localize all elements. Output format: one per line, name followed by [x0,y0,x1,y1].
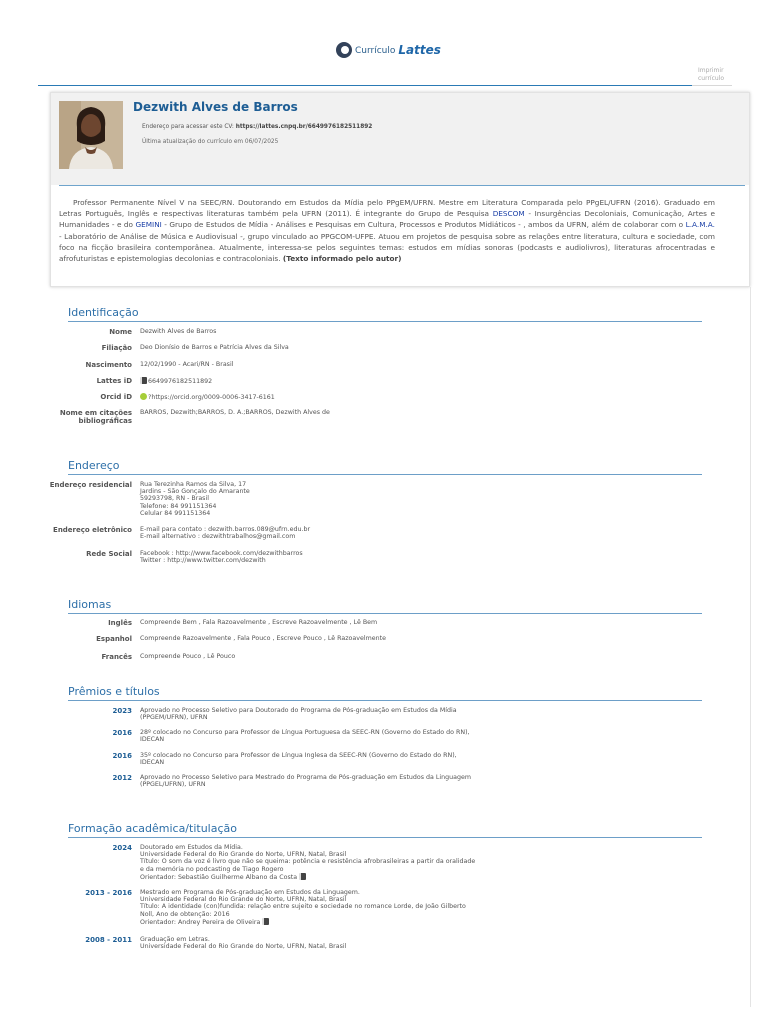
section-formacao [68,822,702,962]
page-header [0,0,768,86]
cv-url-link[interactable]: https://lattes.cnpq.br/6649976182511892 [235,124,373,130]
education-line: Doutorado em Estudos da Mídia. [140,844,243,851]
advisor-lattes-icon[interactable] [262,918,269,925]
descom-link[interactable]: DESCOM [492,209,525,219]
profile-photo [59,101,123,169]
address-line: Jardins - São Gonçalo do Amarante [140,488,250,496]
field-label: Endereço residencial [49,481,132,489]
education-line: Orientador: Andrey Pereira de Oliveira [140,918,520,926]
content-border [750,287,751,1007]
education-details [140,844,520,881]
section-endereco [49,459,702,579]
cv-summary [59,197,715,264]
field-label: Lattes iD [96,377,132,385]
orcid-icon [140,393,147,400]
field-label: Filiação [101,344,132,352]
section-idiomas [68,598,702,668]
education-period: 2008 - 2011 [85,936,132,944]
summary-text: - Grupo de Estudos de Mídia - Análises e Pesquisas em Cultura, Processos e Produtos Midiáticos - , ambos da UFRN, além de colaborar com o [161,220,686,230]
language-name: Francês [101,653,132,661]
award-text: Aprovado no Processo Seletivo para Doutorado do Programa de Pós-graduação em Estudos da Mídia (PPGEM/UFRN), UFRN [140,707,457,722]
cv-name: Dezwith Alves de Barros [133,100,298,114]
lattes-logo-icon [336,42,352,58]
field-value: BARROS, Dezwith;BARROS, D. A.;BARROS, Dezwith Alves de [140,409,330,416]
cv-url-line [142,124,372,130]
field-value [140,481,480,517]
profile-card [50,92,750,287]
summary-text: - Insurgências Decoloniais, Comunicação, Artes e Humanidades - e do [59,209,716,230]
cv-last-update: Última atualização do currículo em 06/07/2025 [142,139,279,145]
email-line: E-mail alternativo : dezwithtrabalhos@gmail.com [140,533,296,541]
field-value [140,377,480,385]
education-line: Universidade Federal do Rio Grande do Norte, UFRN, Natal, Brasil [140,896,347,904]
logo-text-big: Lattes [398,43,441,57]
award-year: 2016 [112,729,132,737]
award-text: 35º colocado no Concurso para Professor de Língua Inglesa da SEEC-RN (Governo do Estado do RN), IDECAN [140,752,457,767]
language-level: Compreende Razoavelmente , Fala Pouco , Escreve Pouco , Lê Razoavelmente [140,635,386,642]
language-name: Inglês [108,619,132,627]
field-value [140,526,480,540]
award-year: 2012 [112,774,132,782]
summary-text: - Laboratório de Análise de Música e Audiovisual -, grupo vinculado ao PPGCOM-UFPE. Atuou em projetos de pesquisa sobre as relações entre literatura, cultura e sociedade, com foco na ficção brasileira contemporânea. Atualmente, interessa-se pelos seguintes temas: estudos em mídias sonoras (podcasts e audiolivros), literaturas afrocentradas e afrofuturistas e epistemologias decolonias e contracoloniais. [59,231,715,264]
email-line: E-mail para contato : dezwith.barros.089@ufrn.edu.br [140,526,311,533]
field-label: Endereço eletrônico [53,526,132,534]
education-period: 2013 - 2016 [85,889,132,897]
award-year: 2016 [112,752,132,760]
field-value [140,550,480,564]
orcid-link[interactable]: ?https://orcid.org/0009-0006-3417-6161 [148,394,275,401]
summary-text: Professor Permanente Nível V na SEEC/RN. Doutorando em Estudos da Mídia pelo PPgEM/UFRN. Mestre em Literatura Comparada pelo PPgEL/UFRN (2016). Graduado em Letras Português, Inglês e respectivas literaturas também pela UFRN (2011). É integrante do Grupo de Pesquisa [59,198,715,219]
field-label: Orcid iD [100,393,132,401]
education-line: Título: O som da voz é livro que não se queima: potência e resistência afrobrasileiras a partir da oralidade [140,858,476,866]
language-level: Compreende Bem , Fala Razoavelmente , Escreve Razoavelmente , Lê Bem [140,619,378,626]
lattes-id-icon [140,377,147,384]
education-line: Universidade Federal do Rio Grande do Norte, UFRN, Natal, Brasil [140,943,347,951]
social-line: Twitter : http://www.twitter.com/dezwith [140,557,266,565]
card-divider [59,185,745,186]
print-cv-link[interactable]: Imprimir currículo [698,67,725,82]
award-year: 2023 [112,707,132,715]
education-line: Graduação em Letras. [140,936,210,943]
award-text: Aprovado no Processo Seletivo para Mestrado do Programa de Pós-graduação em Estudos da Linguagem (PPGEL/UFRN), UFRN [140,774,471,789]
field-label: Nome [109,328,132,336]
award-text: 28º colocado no Concurso para Professor de Língua Portuguesa da SEEC-RN (Governo do Estado do RN), IDECAN [140,729,470,744]
field-value: 12/02/1990 - Acari/RN - Brasil [140,361,234,368]
education-line: Universidade Federal do Rio Grande do Norte, UFRN, Natal, Brasil [140,851,347,859]
address-line: 59293798, RN - Brasil [140,495,209,503]
section-identificacao [59,306,702,446]
language-level: Compreende Pouco , Lê Pouco [140,653,236,660]
lattes-logo[interactable] [336,42,441,58]
cv-url-label: Endereço para acessar este CV: [142,124,236,130]
field-label: Nascimento [85,361,132,369]
field-value: Dezwith Alves de Barros [140,328,217,335]
education-details [140,889,520,926]
section-premios [68,685,702,795]
advisor-lattes-icon[interactable] [299,873,306,880]
section-title: Idiomas [68,598,702,614]
logo-text-small: Currículo [355,46,396,56]
section-title: Endereço [68,459,702,475]
address-line: Telefone: 84 991151364 [140,502,217,510]
lama-link[interactable]: L.A.M.A. [685,220,715,230]
social-line: Facebook : http://www.facebook.com/dezwithbarros [140,550,303,557]
education-details [140,936,520,950]
section-title: Formação acadêmica/titulação [68,822,702,838]
address-line: Rua Terezinha Ramos da Silva, 17 [140,481,247,488]
education-line: Noll, Ano de obtenção: 2016 [140,910,230,918]
section-title: Identificação [68,306,702,322]
education-line: Título: A identidade (con)fundida: relação entre sujeito e sociedade no romance Lorde, de João Gilberto [140,903,466,911]
header-divider-right [692,85,732,86]
profile-card-header [51,93,749,185]
header-divider [38,85,692,86]
lattes-id-value: 6649976182511892 [148,378,213,385]
gemini-link[interactable]: GEMINI [135,220,162,230]
field-label: Nome em citações bibliográficas [59,409,132,425]
field-value [140,393,480,401]
field-label: Rede Social [86,550,132,558]
section-title: Prêmios e títulos [68,685,702,701]
author-note: (Texto informado pelo autor) [282,254,402,264]
education-line: Mestrado em Programa de Pós-graduação em Estudos da Linguagem. [140,889,360,896]
address-line: Celular 84 991151364 [140,509,211,517]
language-name: Espanhol [96,635,132,643]
education-line: Orientador: Sebastião Guilherme Albano da Costa [140,873,520,881]
field-value: Deo Dionísio de Barros e Patrícia Alves da Silva [140,344,289,351]
education-period: 2024 [112,844,132,852]
education-line: e da memória no podcasting de Tiago Rogero [140,865,284,873]
